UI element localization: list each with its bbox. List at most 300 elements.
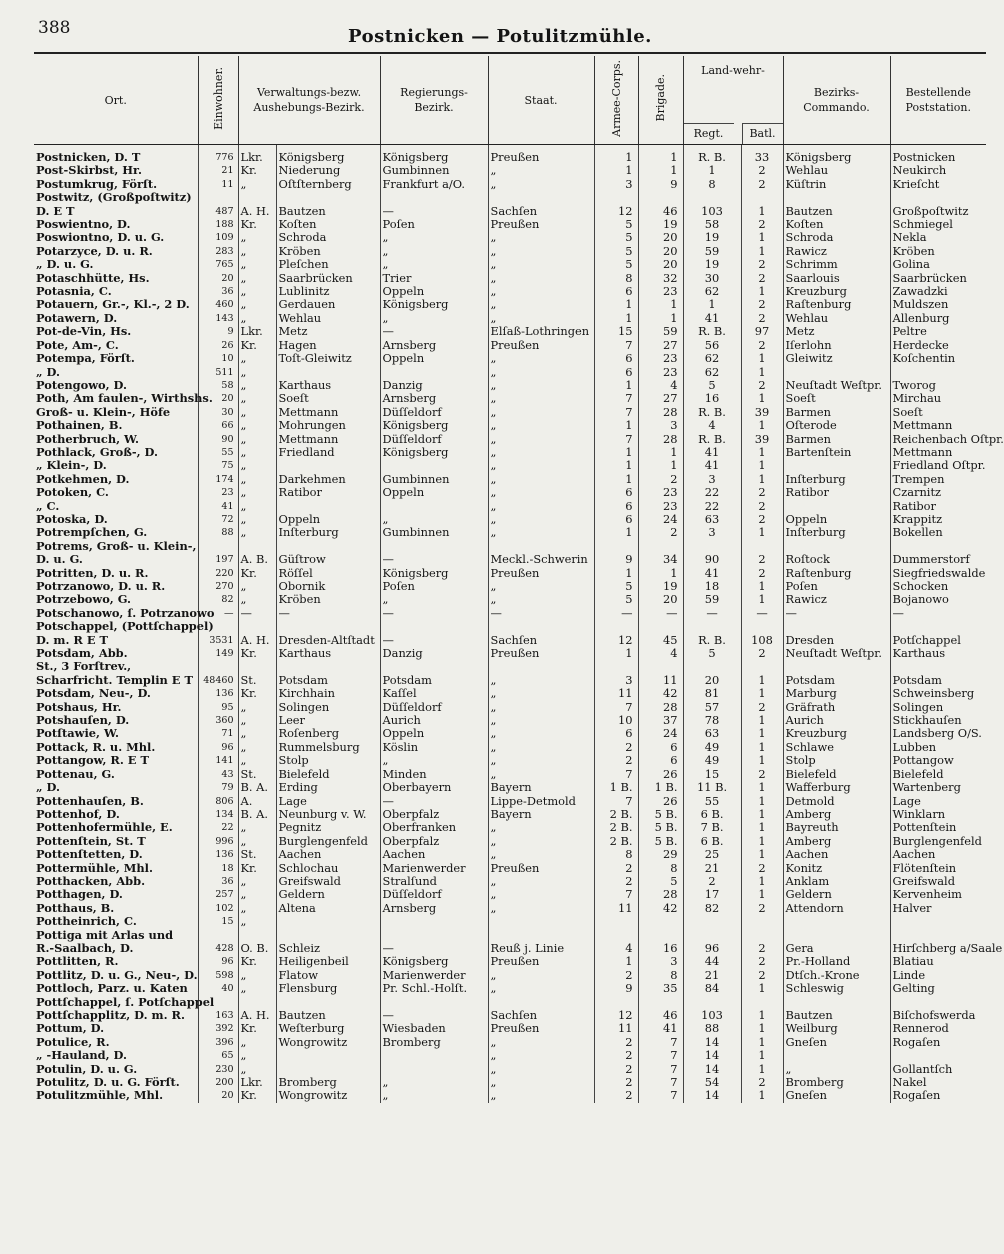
cell-bezirks-commando: Oſterode — [783, 419, 890, 432]
table-row — [34, 647, 986, 660]
table-row — [34, 258, 986, 271]
table-row — [34, 406, 986, 419]
cell-bezirks-commando: Bautzen — [783, 1009, 890, 1022]
cell-landwehr-batl: 1 — [741, 821, 783, 834]
table-row — [34, 191, 986, 204]
table-row — [34, 607, 986, 620]
cell-einwohner: 197 — [198, 553, 238, 566]
cell-landwehr-batl: 1 — [741, 526, 783, 539]
cell-armee-corps: 2 — [594, 862, 638, 875]
cell-landwehr-regt: 54 — [683, 1076, 741, 1089]
cell-brigade: 2 — [638, 473, 683, 486]
cell-bezirks-commando: Soeſt — [783, 392, 890, 405]
cell-landwehr-regt: 103 — [683, 1009, 741, 1022]
cell-ort: Scharfricht. Templin E T — [36, 672, 193, 687]
cell-einwohner: 163 — [198, 1009, 238, 1022]
cell-bezirk-type: Kr. — [238, 218, 276, 231]
cell-armee-corps: 1 — [594, 419, 638, 432]
cell-landwehr-batl: 97 — [741, 325, 783, 338]
cell-einwohner: 136 — [198, 848, 238, 861]
cell-armee-corps: 8 — [594, 272, 638, 285]
cell-regierungsbezirk: Gumbinnen — [380, 526, 488, 539]
cell-landwehr-batl — [741, 620, 783, 633]
cell-bezirks-commando: Inſterburg — [783, 526, 890, 539]
cell-landwehr-regt: 30 — [683, 272, 741, 285]
cell-bezirks-commando: Geldern — [783, 888, 890, 901]
cell-verwaltungsbezirk: Kirchhain — [276, 687, 380, 700]
cell-regierungsbezirk — [380, 915, 488, 928]
cell-verwaltungsbezirk — [276, 929, 380, 942]
cell-landwehr-batl: 2 — [741, 513, 783, 526]
cell-ort: Potrzebowo, G. — [36, 592, 132, 607]
cell-landwehr-batl: 1 — [741, 727, 783, 740]
cell-brigade: 1 — [638, 459, 683, 472]
cell-staat: Sachſen — [488, 634, 594, 647]
cell-staat: Elſaß-Lothringen — [488, 325, 594, 338]
cell-regierungsbezirk: Aurich — [380, 714, 488, 727]
cell-armee-corps: 2 — [594, 1076, 638, 1089]
cell-brigade: 46 — [638, 1009, 683, 1022]
cell-staat — [488, 915, 594, 928]
cell-bezirk-type: „ — [238, 727, 276, 740]
cell-poststation: Lage — [890, 795, 986, 808]
cell-landwehr-regt: 3 — [683, 473, 741, 486]
col-verwaltungsbezirk: Verwaltungs-bezw. Aushebungs-Bezirk. — [238, 56, 380, 145]
cell-landwehr-regt: 84 — [683, 982, 741, 995]
cell-bezirks-commando: Amberg — [783, 835, 890, 848]
cell-verwaltungsbezirk — [276, 915, 380, 928]
cell-staat: „ — [488, 178, 594, 191]
cell-armee-corps: 2 — [594, 1036, 638, 1049]
cell-armee-corps: 7 — [594, 406, 638, 419]
cell-verwaltungsbezirk: Bautzen — [276, 1009, 380, 1022]
cell-regierungsbezirk: Wiesbaden — [380, 1022, 488, 1035]
cell-armee-corps: 1 — [594, 164, 638, 177]
cell-armee-corps: 1 B. — [594, 781, 638, 794]
cell-regierungsbezirk: „ — [380, 258, 488, 271]
table-row — [34, 459, 986, 472]
cell-armee-corps: 12 — [594, 205, 638, 218]
cell-poststation: Bokellen — [890, 526, 986, 539]
cell-brigade: 28 — [638, 406, 683, 419]
cell-verwaltungsbezirk: Solingen — [276, 701, 380, 714]
cell-staat: „ — [488, 433, 594, 446]
cell-landwehr-regt: 5 — [683, 379, 741, 392]
cell-bezirks-commando — [783, 191, 890, 204]
cell-bezirk-type: „ — [238, 593, 276, 606]
cell-brigade: 7 — [638, 1063, 683, 1076]
cell-einwohner: 136 — [198, 687, 238, 700]
cell-landwehr-batl: 39 — [741, 433, 783, 446]
cell-landwehr-regt: 3 — [683, 526, 741, 539]
cell-armee-corps: 2 — [594, 969, 638, 982]
cell-ort: Postnicken, D. T — [36, 150, 141, 164]
cell-landwehr-regt — [683, 915, 741, 928]
cell-regierungsbezirk: Arnsberg — [380, 392, 488, 405]
cell-armee-corps: 5 — [594, 580, 638, 593]
cell-armee-corps: 7 — [594, 433, 638, 446]
cell-landwehr-batl: 2 — [741, 969, 783, 982]
table-row — [34, 339, 986, 352]
cell-bezirk-type — [238, 929, 276, 942]
cell-landwehr-regt: 57 — [683, 701, 741, 714]
cell-landwehr-regt: 41 — [683, 446, 741, 459]
cell-brigade: 24 — [638, 727, 683, 740]
table-row — [34, 567, 986, 580]
cell-landwehr-batl: 1 — [741, 205, 783, 218]
cell-brigade: 23 — [638, 352, 683, 365]
cell-bezirk-type: A. B. — [238, 553, 276, 566]
table-row — [34, 500, 986, 513]
cell-bezirk-type — [238, 660, 276, 673]
cell-brigade: 6 — [638, 754, 683, 767]
table-row — [34, 674, 986, 687]
cell-bezirk-type: „ — [238, 902, 276, 915]
cell-landwehr-batl: 39 — [741, 406, 783, 419]
table-row — [34, 1049, 986, 1062]
cell-armee-corps: 5 — [594, 231, 638, 244]
cell-landwehr-regt: 1 — [683, 298, 741, 311]
cell-poststation: Peltre — [890, 325, 986, 338]
cell-landwehr-regt: 19 — [683, 258, 741, 271]
cell-ort: Potthagen, D. — [36, 887, 123, 902]
cell-einwohner — [198, 929, 238, 942]
cell-staat: „ — [488, 982, 594, 995]
cell-staat: „ — [488, 419, 594, 432]
cell-brigade — [638, 660, 683, 673]
cell-armee-corps: 2 — [594, 754, 638, 767]
table-row — [34, 888, 986, 901]
cell-poststation: Rogaſen — [890, 1089, 986, 1102]
cell-landwehr-batl: 2 — [741, 339, 783, 352]
cell-poststation: Rogaſen — [890, 1036, 986, 1049]
cell-landwehr-batl: 2 — [741, 902, 783, 915]
col-armee-corps: Armee-Corps. — [594, 56, 638, 145]
cell-regierungsbezirk: Oberpfalz — [380, 835, 488, 848]
cell-staat: Bayern — [488, 781, 594, 794]
cell-brigade: — — [638, 607, 683, 620]
cell-bezirks-commando: Saarlouis — [783, 272, 890, 285]
cell-verwaltungsbezirk: Inſterburg — [276, 526, 380, 539]
cell-landwehr-regt: 6 B. — [683, 808, 741, 821]
cell-bezirks-commando: Attendorn — [783, 902, 890, 915]
cell-landwehr-regt: 21 — [683, 862, 741, 875]
table-row — [34, 741, 986, 754]
cell-armee-corps: 6 — [594, 513, 638, 526]
cell-verwaltungsbezirk: Greifswald — [276, 875, 380, 888]
cell-poststation: Bielefeld — [890, 768, 986, 781]
cell-brigade: 23 — [638, 500, 683, 513]
cell-staat: Preußen — [488, 567, 594, 580]
cell-brigade: 5 B. — [638, 821, 683, 834]
cell-brigade — [638, 620, 683, 633]
cell-ort: „ Klein-, D. — [36, 458, 107, 473]
table-row — [34, 1009, 986, 1022]
cell-ort: Potawern, D. — [36, 310, 118, 325]
cell-landwehr-regt: 63 — [683, 727, 741, 740]
cell-brigade: 7 — [638, 1076, 683, 1089]
cell-staat: „ — [488, 701, 594, 714]
cell-bezirks-commando: Rawicz — [783, 245, 890, 258]
cell-bezirks-commando: Gera — [783, 942, 890, 955]
cell-brigade: 28 — [638, 888, 683, 901]
cell-bezirks-commando: Inſterburg — [783, 473, 890, 486]
cell-bezirk-type: „ — [238, 714, 276, 727]
cell-armee-corps: 6 — [594, 366, 638, 379]
cell-brigade: 41 — [638, 1022, 683, 1035]
cell-einwohner: 15 — [198, 915, 238, 928]
cell-landwehr-batl: 1 — [741, 781, 783, 794]
cell-regierungsbezirk: „ — [380, 231, 488, 244]
cell-staat: „ — [488, 1049, 594, 1062]
cell-regierungsbezirk: Düſſeldorf — [380, 701, 488, 714]
table-row — [34, 781, 986, 794]
cell-regierungsbezirk: Danzig — [380, 379, 488, 392]
cell-ort: Potaschhütte, Hs. — [36, 270, 150, 285]
cell-regierungsbezirk: Köslin — [380, 741, 488, 754]
cell-bezirks-commando — [783, 929, 890, 942]
table-row — [34, 754, 986, 767]
cell-landwehr-batl: 2 — [741, 500, 783, 513]
cell-armee-corps: 6 — [594, 727, 638, 740]
cell-einwohner: 18 — [198, 862, 238, 875]
cell-bezirks-commando: Detmold — [783, 795, 890, 808]
cell-staat: Lippe-Detmold — [488, 795, 594, 808]
cell-bezirks-commando — [783, 620, 890, 633]
cell-regierungsbezirk: Königsberg — [380, 446, 488, 459]
cell-bezirk-type: „ — [238, 526, 276, 539]
cell-staat: Preußen — [488, 1022, 594, 1035]
cell-einwohner: 396 — [198, 1036, 238, 1049]
cell-staat: „ — [488, 875, 594, 888]
cell-bezirk-type: „ — [238, 513, 276, 526]
cell-bezirk-type: „ — [238, 231, 276, 244]
cell-landwehr-batl: 2 — [741, 312, 783, 325]
cell-verwaltungsbezirk — [276, 500, 380, 513]
cell-bezirks-commando: Aachen — [783, 848, 890, 861]
cell-landwehr-batl: 1 — [741, 875, 783, 888]
cell-brigade: 5 B. — [638, 808, 683, 821]
cell-staat: „ — [488, 258, 594, 271]
cell-bezirk-type: „ — [238, 392, 276, 405]
cell-ort: D. u. G. — [36, 552, 83, 567]
cell-landwehr-regt: 90 — [683, 553, 741, 566]
cell-bezirks-commando — [783, 660, 890, 673]
cell-regierungsbezirk: Stralſund — [380, 875, 488, 888]
cell-brigade: 19 — [638, 580, 683, 593]
cell-bezirk-type: B. A. — [238, 808, 276, 821]
cell-einwohner: 220 — [198, 567, 238, 580]
cell-bezirks-commando — [783, 540, 890, 553]
cell-staat: „ — [488, 406, 594, 419]
table-row — [34, 553, 986, 566]
cell-landwehr-batl — [741, 540, 783, 553]
cell-einwohner — [198, 191, 238, 204]
cell-bezirks-commando: Wehlau — [783, 312, 890, 325]
cell-brigade: 4 — [638, 647, 683, 660]
cell-staat: „ — [488, 231, 594, 244]
cell-verwaltungsbezirk: Friedland — [276, 446, 380, 459]
cell-bezirk-type: „ — [238, 459, 276, 472]
cell-einwohner: 392 — [198, 1022, 238, 1035]
cell-staat: „ — [488, 1063, 594, 1076]
cell-bezirks-commando: Koſten — [783, 218, 890, 231]
cell-armee-corps: 9 — [594, 982, 638, 995]
cell-landwehr-batl: 1 — [741, 835, 783, 848]
cell-bezirks-commando: Oppeln — [783, 513, 890, 526]
cell-regierungsbezirk — [380, 366, 488, 379]
cell-brigade: 42 — [638, 902, 683, 915]
cell-bezirks-commando: Kreuzburg — [783, 285, 890, 298]
cell-landwehr-batl: 1 — [741, 231, 783, 244]
cell-bezirks-commando: Weilburg — [783, 1022, 890, 1035]
cell-brigade: 1 — [638, 567, 683, 580]
cell-bezirk-type: Lkr. — [238, 325, 276, 338]
cell-landwehr-regt: R. B. — [683, 433, 741, 446]
cell-bezirk-type: „ — [238, 298, 276, 311]
cell-verwaltungsbezirk: Neunburg v. W. — [276, 808, 380, 821]
cell-regierungsbezirk — [380, 1049, 488, 1062]
cell-poststation: Mettmann — [890, 419, 986, 432]
cell-einwohner: 765 — [198, 258, 238, 271]
cell-staat: „ — [488, 245, 594, 258]
cell-bezirk-type: St. — [238, 768, 276, 781]
cell-bezirks-commando: Bromberg — [783, 1076, 890, 1089]
cell-ort: Poth, Am faulen-, Wirthshs. — [36, 391, 213, 406]
cell-ort: Pottenau, G. — [36, 766, 115, 781]
cell-verwaltungsbezirk: Oppeln — [276, 513, 380, 526]
cell-ort: Pottenſtein, St. T — [36, 833, 146, 848]
cell-landwehr-batl: 1 — [741, 366, 783, 379]
cell-regierungsbezirk: Düſſeldorf — [380, 406, 488, 419]
cell-verwaltungsbezirk: Güſtrow — [276, 553, 380, 566]
cell-staat: Preußen — [488, 218, 594, 231]
cell-bezirk-type: „ — [238, 1063, 276, 1076]
cell-einwohner: — — [198, 607, 238, 620]
cell-verwaltungsbezirk — [276, 540, 380, 553]
cell-ort: Pottloch, Parz. u. Katen — [36, 981, 188, 996]
cell-ort: Potulitz, D. u. G. Förſt. — [36, 1075, 180, 1090]
cell-ort: Pothlack, Groß-, D. — [36, 444, 158, 459]
cell-landwehr-batl: 2 — [741, 1076, 783, 1089]
cell-einwohner: 55 — [198, 446, 238, 459]
cell-landwehr-regt: 14 — [683, 1063, 741, 1076]
cell-brigade: 23 — [638, 486, 683, 499]
cell-brigade: 20 — [638, 258, 683, 271]
cell-ort: Pottenhauſen, B. — [36, 793, 144, 808]
cell-regierungsbezirk — [380, 620, 488, 633]
cell-landwehr-regt — [683, 191, 741, 204]
table-row — [34, 513, 986, 526]
cell-einwohner: 109 — [198, 231, 238, 244]
cell-ort: Potulice, R. — [36, 1034, 110, 1049]
cell-einwohner: 134 — [198, 808, 238, 821]
cell-landwehr-batl: 2 — [741, 486, 783, 499]
cell-bezirks-commando — [783, 915, 890, 928]
cell-landwehr-batl: 1 — [741, 687, 783, 700]
cell-poststation: Greifswald — [890, 875, 986, 888]
cell-verwaltungsbezirk: Röſſel — [276, 567, 380, 580]
cell-armee-corps: 1 — [594, 526, 638, 539]
cell-landwehr-regt: 8 — [683, 178, 741, 191]
cell-bezirk-type: „ — [238, 754, 276, 767]
cell-regierungsbezirk: Oberfranken — [380, 821, 488, 834]
cell-brigade: 7 — [638, 1036, 683, 1049]
cell-brigade: 28 — [638, 701, 683, 714]
cell-regierungsbezirk — [380, 500, 488, 513]
cell-landwehr-regt: 41 — [683, 567, 741, 580]
cell-staat — [488, 929, 594, 942]
page-number: 388 — [38, 18, 71, 38]
cell-landwehr-batl: 2 — [741, 272, 783, 285]
cell-bezirks-commando: Gneſen — [783, 1036, 890, 1049]
cell-armee-corps: 1 — [594, 459, 638, 472]
cell-regierungsbezirk: Poſen — [380, 218, 488, 231]
cell-landwehr-batl: 1 — [741, 593, 783, 606]
cell-brigade: 1 — [638, 145, 683, 165]
cell-ort: D. m. R E T — [36, 632, 108, 647]
cell-landwehr-regt: 20 — [683, 674, 741, 687]
cell-staat: „ — [488, 754, 594, 767]
cell-ort: Potempa, Förſt. — [36, 351, 135, 366]
cell-bezirk-type: „ — [238, 446, 276, 459]
cell-bezirk-type: „ — [238, 433, 276, 446]
cell-regierungsbezirk: Potsdam — [380, 674, 488, 687]
cell-staat — [488, 996, 594, 1009]
table-row — [34, 687, 986, 700]
cell-brigade: 59 — [638, 325, 683, 338]
col-ort: Ort. — [34, 56, 198, 145]
cell-regierungsbezirk: „ — [380, 245, 488, 258]
cell-bezirk-type: „ — [238, 379, 276, 392]
cell-brigade: 7 — [638, 1049, 683, 1062]
cell-armee-corps: 15 — [594, 325, 638, 338]
cell-ort: Pothainen, B. — [36, 418, 123, 433]
cell-regierungsbezirk — [380, 1063, 488, 1076]
cell-landwehr-batl: 1 — [741, 1089, 783, 1102]
cell-ort: „ D. u. G. — [36, 257, 94, 272]
cell-bezirk-type: Kr. — [238, 687, 276, 700]
cell-bezirks-commando: Wafferburg — [783, 781, 890, 794]
cell-landwehr-regt: R. B. — [683, 145, 741, 165]
cell-bezirk-type: „ — [238, 258, 276, 271]
cell-bezirks-commando: Barmen — [783, 433, 890, 446]
cell-brigade: 42 — [638, 687, 683, 700]
cell-landwehr-batl — [741, 191, 783, 204]
cell-landwehr-regt — [683, 660, 741, 673]
cell-verwaltungsbezirk: Metz — [276, 325, 380, 338]
cell-landwehr-regt: 44 — [683, 955, 741, 968]
col-batl: Batl. — [742, 123, 783, 144]
cell-bezirk-type: Kr. — [238, 1089, 276, 1102]
cell-landwehr-batl: 1 — [741, 1009, 783, 1022]
cell-landwehr-batl: 108 — [741, 634, 783, 647]
cell-poststation — [890, 929, 986, 942]
cell-brigade: 20 — [638, 593, 683, 606]
cell-landwehr-regt: 41 — [683, 312, 741, 325]
cell-landwehr-regt: 62 — [683, 285, 741, 298]
cell-landwehr-regt: 49 — [683, 741, 741, 754]
cell-armee-corps: 11 — [594, 902, 638, 915]
cell-bezirk-type: Lkr. — [238, 1076, 276, 1089]
cell-bezirks-commando: Aurich — [783, 714, 890, 727]
cell-ort: Postumkrug, Förſt. — [36, 176, 158, 191]
cell-poststation: Aachen — [890, 848, 986, 861]
cell-landwehr-batl: 1 — [741, 473, 783, 486]
cell-staat: Preußen — [488, 647, 594, 660]
cell-verwaltungsbezirk: Pleſchen — [276, 258, 380, 271]
cell-verwaltungsbezirk: Oſtſternberg — [276, 178, 380, 191]
